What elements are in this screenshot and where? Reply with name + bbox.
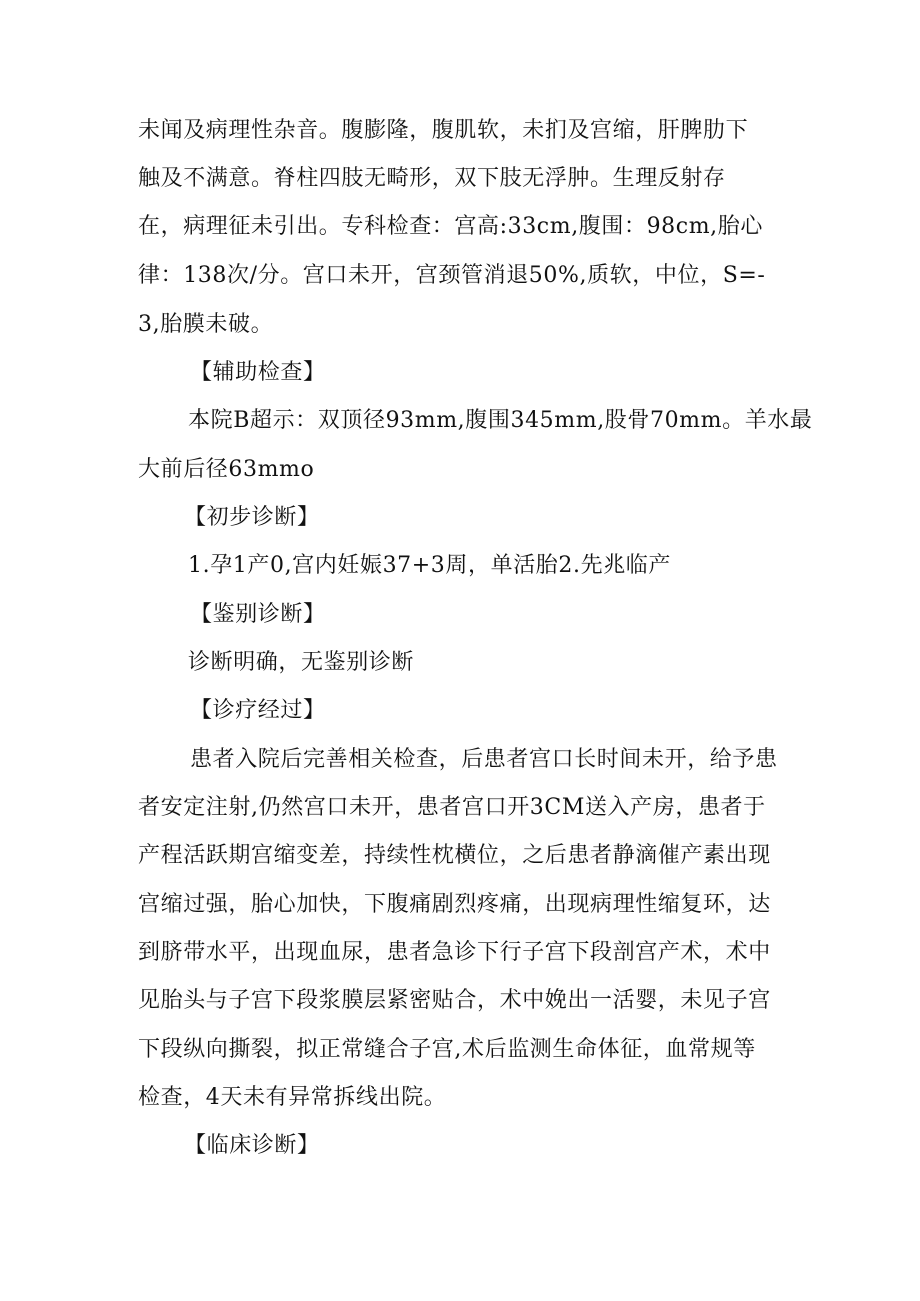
- body-line-21: 检查，4天未有异常拆线出院。: [138, 1085, 447, 1110]
- section-heading-differential-diagnosis: 【鉴别诊断】: [190, 602, 326, 627]
- body-line-8: 大前后径63mmo: [138, 457, 315, 482]
- body-line-17: 宫缩过强，胎心加快，下腹痛剧烈疼痛，出现病理性缩复环，达: [138, 892, 771, 917]
- section-heading-treatment-course: 【诊疗经过】: [190, 698, 326, 723]
- section-heading-initial-diagnosis: 【初步诊断】: [184, 505, 320, 530]
- body-line-20: 下段纵向撕裂，拟正常缝合子宫,术后监测生命体征，血常规等: [138, 1037, 756, 1062]
- body-line-16: 产程活跃期宫缩变差，持续性枕横位，之后患者静滴催产素出现: [138, 843, 771, 868]
- body-line-10: 1.孕1产0,宫内妊娠37+3周，单活胎2.先兆临产: [188, 553, 671, 578]
- section-heading-auxiliary-exam: 【辅助检查】: [190, 360, 326, 385]
- body-line-18: 到脐带水平，出现血尿，患者急诊下行子宫下段剖宫产术，术中: [138, 940, 771, 965]
- body-line-15: 者安定注射,仍然宫口未开，患者宫口开3CM送入产房，患者于: [138, 795, 766, 820]
- body-line-14: 患者入院后完善相关检查，后患者宫口长时间未开，给予患: [190, 747, 778, 772]
- body-line-4: 律：138次/分。宫口未开，宫颈管消退50%,质软，中位，S=-: [138, 263, 766, 288]
- body-line-19: 见胎头与子宫下段浆膜层紧密贴合，术中娩出一活婴，未见子宫: [138, 988, 771, 1013]
- body-line-7: 本院B超示：双顶径93mm,腹围345mm,股骨70mm。羊水最: [188, 408, 813, 433]
- body-line-5: 3,胎膜未破。: [138, 312, 274, 337]
- body-line-1: 未闻及病理性杂音。腹膨隆，腹肌软，未扪及宫缩，肝脾肋下: [138, 118, 749, 143]
- body-line-12: 诊断明确，无鉴别诊断: [188, 650, 415, 675]
- body-line-3: 在，病理征未引出。专科检查：宫高:33cm,腹围：98cm,胎心: [138, 214, 763, 239]
- body-line-2: 触及不满意。脊柱四肢无畸形，双下肢无浮肿。生理反射存: [138, 166, 726, 191]
- section-heading-clinical-diagnosis: 【临床诊断】: [184, 1133, 320, 1158]
